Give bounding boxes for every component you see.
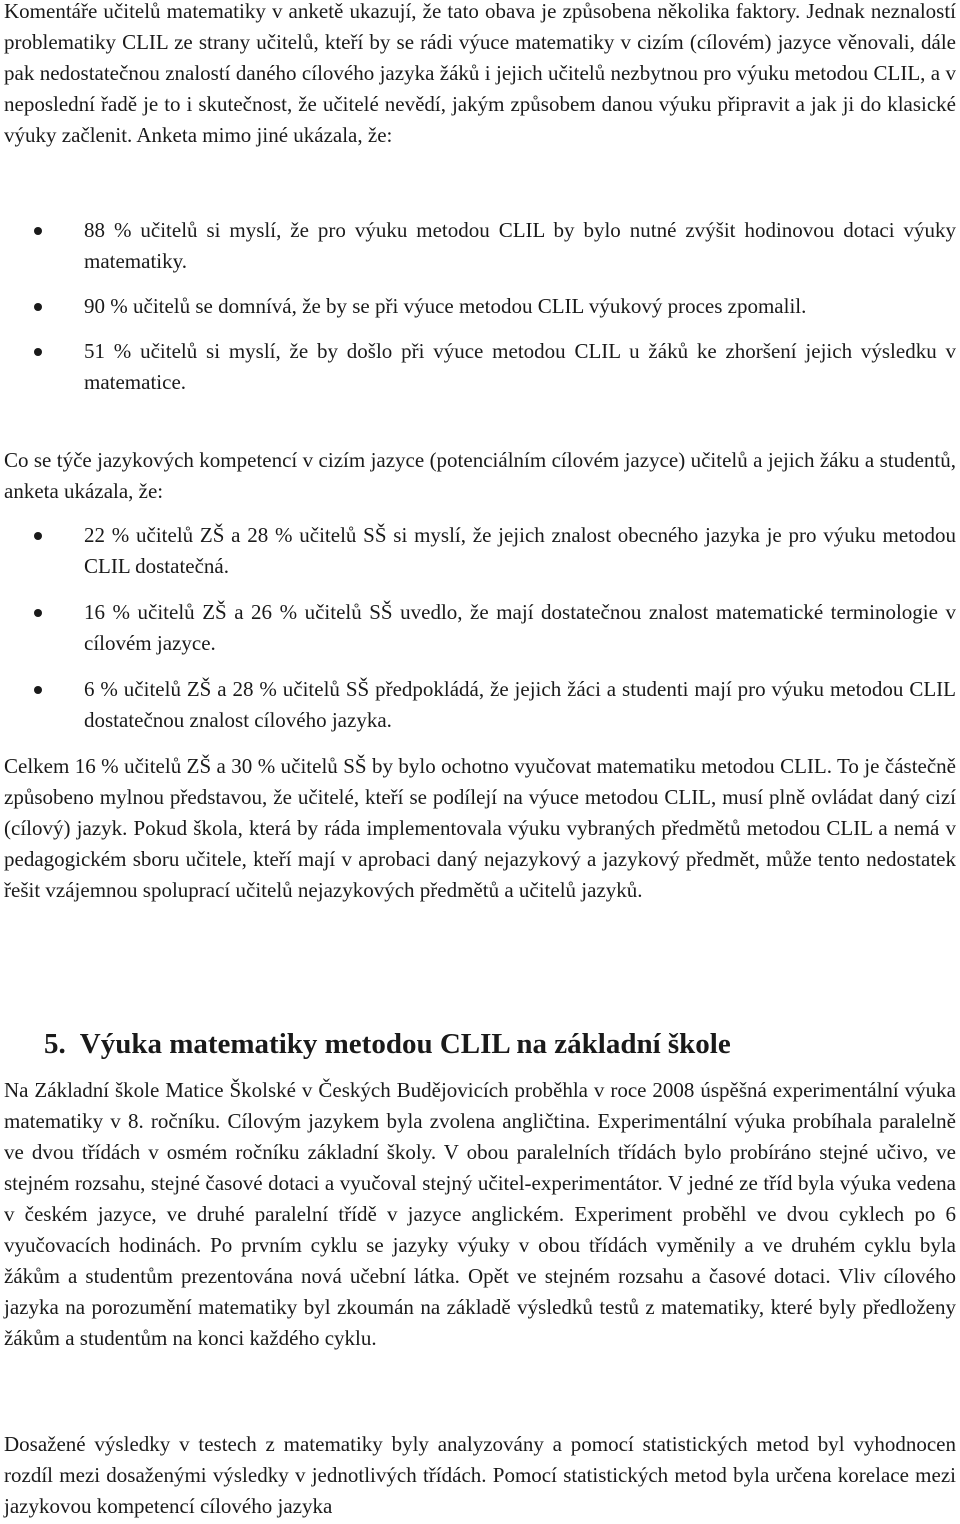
list-item [4,291,956,322]
section-number: 5. [44,1028,66,1060]
bullet-icon [34,303,42,311]
list-item [4,215,956,277]
list-item-text: 51 % učitelů si myslí, že by došlo při výuce metodou CLIL u žáků ke zhoršení jejich výsledku v matematice. [84,339,956,394]
section-title: Výuka matematiky metodou CLIL na základní škole [79,1028,731,1060]
paragraph-language-competence: Co se týče jazykových kompetencí v cizím jazyce (potenciálním cílovém jazyce) učitelů a jejich žáku a studentů, anketa ukázala, že: [4,448,956,503]
bullet-icon [34,348,42,356]
paragraph-intro: Komentáře učitelů matematiky v anketě ukazují, že tato obava je způsobena několika faktory. Jednak neznalostí problematiky CLIL ze strany učitelů, kteří by se rádi výuce matematiky v cizím (cílovém) jazyce věnovali, dále pak nedostatečnou znalostí daného cílového jazyka žáků i jejich učitelů nezbytnou pro výuku metodou CLIL, a v neposlední řadě je to i skutečnost, že učitelé nevědí, jakým způsobem danou výuku připravit a jak ji do klasické výuky začlenit. Anketa mimo jiné ukázala, že: [4,0,956,147]
bullet-icon [34,609,42,617]
paragraph-experiment: Na Základní škole Matice Školské v Českých Budějovicích proběhla v roce 2008 úspěšná experimentální výuka matematiky v 8. ročníku. Cílovým jazykem byla zvolena angličtina. Experimentální výuka probíhala paralelně ve dvou třídách v osmém ročníku základní školy. V obou paralelních třídách bylo probíráno stejné učivo, ve stejném rozsahu, stejné časové dotaci a vyučoval stejný učitel-experimentátor. V jedné ze tříd byla výuka vedena v českém jazyce, ve druhé paralelní třídě v jazyce anglickém. Experiment proběhl ve dvou cyklech po 6 vyučovacích hodinách. Po prvním cyklu se jazyky výuky v obou třídách vyměnily a ve druhém cyklu byla žákům a studentům prezentována nová učební látka. Opět ve stejném rozsahu a časové dotaci. Vliv cílového jazyka na porozumění matematiky byl zkoumán na základě výsledků testů z matematiky, které byly předloženy žákům a studentům na konci každého cyklu. [4,1078,956,1350]
list-item-text: 22 % učitelů ZŠ a 28 % učitelů SŠ si myslí, že jejich znalost obecného jazyka je pro výuku metodou CLIL dostatečná. [84,523,956,578]
section-heading [44,1024,731,1064]
list-item-text: 90 % učitelů se domnívá, že by se při výuce metodou CLIL výukový proces zpomalil. [84,294,807,318]
list-item [4,336,956,398]
list-item-text: 88 % učitelů si myslí, že pro výuku metodou CLIL by bylo nutné zvýšit hodinovou dotaci výuky matematiky. [84,218,956,273]
survey-results-list [4,215,956,412]
list-item [4,597,956,659]
bullet-icon [34,227,42,235]
paragraph-summary: Celkem 16 % učitelů ZŠ a 30 % učitelů SŠ by bylo ochotno vyučovat matematiku metodou CLIL. To je částečně způsobeno mylnou představou, že učitelé, kteří se podílejí na výuce metodou CLIL, musí plně ovládat daný cizí (cílový) jazyk. Pokud škola, která by ráda implementovala výuku vybraných předmětů metodou CLIL a nemá v pedagogickém sboru učitele, kteří mají v aprobaci daný nejazykový a jazykový předmět, může tento nedostatek řešit vzájemnou spoluprací učitelů nejazykových předmětů a učitelů jazyků. [4,754,956,902]
bullet-icon [34,532,42,540]
bullet-icon [34,686,42,694]
language-competence-list [4,520,956,751]
list-item [4,674,956,736]
list-item [4,520,956,582]
paragraph-results: Dosažené výsledky v testech z matematiky byly analyzovány a pomocí statistických metod byl vyhodnocen rozdíl mezi dosaženými výsledky v jednotlivých třídách. Pomocí statistických metod byla určena korelace mezi jazykovou kompetencí cílového jazyka [4,1432,956,1518]
list-item-text: 16 % učitelů ZŠ a 26 % učitelů SŠ uvedlo, že mají dostatečnou znalost matematické terminologie v cílovém jazyce. [84,600,956,655]
list-item-text: 6 % učitelů ZŠ a 28 % učitelů SŠ předpokládá, že jejich žáci a studenti mají pro výuku metodou CLIL dostatečnou znalost cílového jazyka. [84,677,956,732]
